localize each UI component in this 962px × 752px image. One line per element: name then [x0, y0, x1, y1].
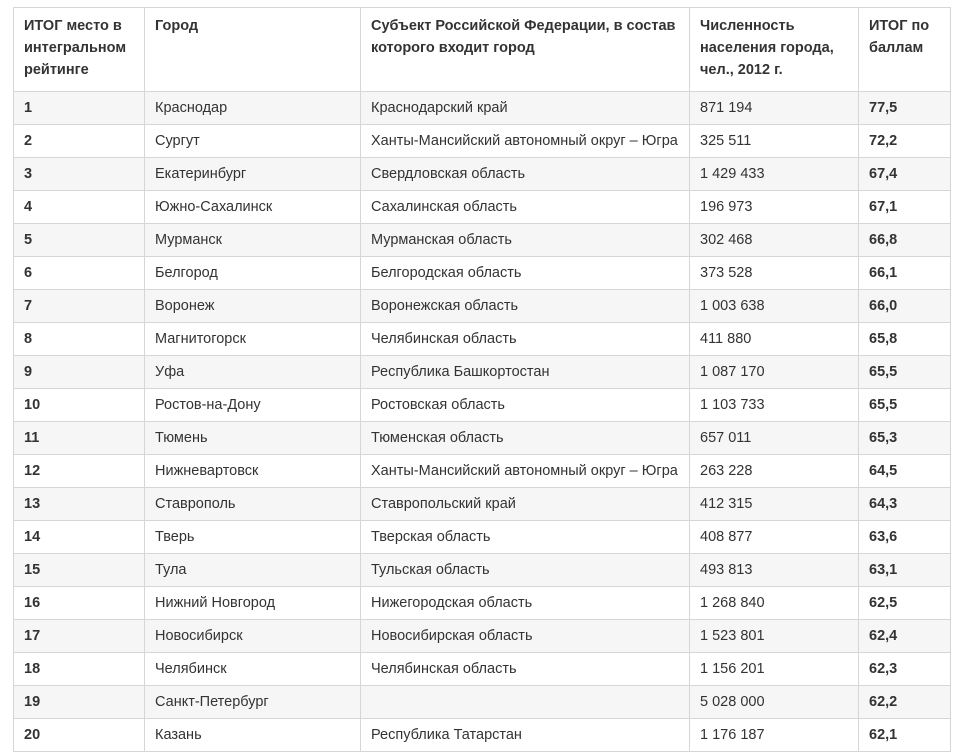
- cell-population: 657 011: [690, 422, 859, 455]
- cell-population: 196 973: [690, 191, 859, 224]
- table-row: [14, 719, 951, 752]
- cell-score: 65,5: [859, 389, 951, 422]
- cell-population: 412 315: [690, 488, 859, 521]
- cell-city: Казань: [145, 719, 361, 752]
- cell-region: Челябинская область: [361, 653, 690, 686]
- cell-region: Тульская область: [361, 554, 690, 587]
- cell-rank: 20: [14, 719, 145, 752]
- cell-score: 62,3: [859, 653, 951, 686]
- cell-region: Ханты-Мансийский автономный округ – Югра: [361, 455, 690, 488]
- table-row: [14, 356, 951, 389]
- cell-population: 871 194: [690, 92, 859, 125]
- cell-score: 66,1: [859, 257, 951, 290]
- cell-city: Сургут: [145, 125, 361, 158]
- cell-rank: 15: [14, 554, 145, 587]
- cell-city: Нижний Новгород: [145, 587, 361, 620]
- cell-city: Мурманск: [145, 224, 361, 257]
- cell-score: 62,5: [859, 587, 951, 620]
- cell-score: 63,6: [859, 521, 951, 554]
- cell-city: Тюмень: [145, 422, 361, 455]
- cell-score: 64,3: [859, 488, 951, 521]
- cell-rank: 10: [14, 389, 145, 422]
- cell-rank: 14: [14, 521, 145, 554]
- cell-city: Тула: [145, 554, 361, 587]
- cell-city: Краснодар: [145, 92, 361, 125]
- table-row: [14, 455, 951, 488]
- cell-city: Воронеж: [145, 290, 361, 323]
- cell-region: Мурманская область: [361, 224, 690, 257]
- cell-region: Нижегородская область: [361, 587, 690, 620]
- table-row: [14, 191, 951, 224]
- cell-city: Белгород: [145, 257, 361, 290]
- table-body: [14, 92, 951, 752]
- cell-score: 65,5: [859, 356, 951, 389]
- city-rating-table: [13, 7, 951, 752]
- cell-region: Тюменская область: [361, 422, 690, 455]
- cell-region: [361, 686, 690, 719]
- cell-population: 493 813: [690, 554, 859, 587]
- table-row: [14, 521, 951, 554]
- cell-region: Новосибирская область: [361, 620, 690, 653]
- cell-region: Ханты-Мансийский автономный округ – Югра: [361, 125, 690, 158]
- cell-population: 408 877: [690, 521, 859, 554]
- cell-city: Новосибирск: [145, 620, 361, 653]
- cell-region: Сахалинская область: [361, 191, 690, 224]
- cell-population: 373 528: [690, 257, 859, 290]
- cell-rank: 5: [14, 224, 145, 257]
- table-row: [14, 554, 951, 587]
- table-row: [14, 653, 951, 686]
- cell-score: 65,3: [859, 422, 951, 455]
- cell-rank: 17: [14, 620, 145, 653]
- cell-city: Екатеринбург: [145, 158, 361, 191]
- header-rank: ИТОГ место в интегральном рейтинге: [14, 8, 145, 92]
- header-city: Город: [145, 8, 361, 92]
- cell-population: 1 103 733: [690, 389, 859, 422]
- cell-region: Челябинская область: [361, 323, 690, 356]
- cell-region: Ставропольский край: [361, 488, 690, 521]
- cell-city: Санкт-Петербург: [145, 686, 361, 719]
- cell-score: 64,5: [859, 455, 951, 488]
- cell-population: 1 176 187: [690, 719, 859, 752]
- cell-city: Нижневартовск: [145, 455, 361, 488]
- cell-population: 1 268 840: [690, 587, 859, 620]
- cell-population: 411 880: [690, 323, 859, 356]
- header-row: [14, 8, 951, 92]
- cell-city: Тверь: [145, 521, 361, 554]
- cell-score: 66,8: [859, 224, 951, 257]
- cell-population: 1 429 433: [690, 158, 859, 191]
- table-row: [14, 92, 951, 125]
- table-row: [14, 158, 951, 191]
- cell-score: 62,2: [859, 686, 951, 719]
- cell-region: Республика Башкортостан: [361, 356, 690, 389]
- cell-score: 66,0: [859, 290, 951, 323]
- cell-rank: 9: [14, 356, 145, 389]
- cell-rank: 11: [14, 422, 145, 455]
- table-row: [14, 389, 951, 422]
- cell-rank: 7: [14, 290, 145, 323]
- cell-population: 1 523 801: [690, 620, 859, 653]
- cell-region: Белгородская область: [361, 257, 690, 290]
- cell-rank: 2: [14, 125, 145, 158]
- table-row: [14, 224, 951, 257]
- cell-city: Магнитогорск: [145, 323, 361, 356]
- table-row: [14, 488, 951, 521]
- header-population: Численность населения города, чел., 2012 г.: [690, 8, 859, 92]
- table-row: [14, 125, 951, 158]
- cell-score: 77,5: [859, 92, 951, 125]
- table-row: [14, 290, 951, 323]
- cell-score: 67,1: [859, 191, 951, 224]
- cell-score: 67,4: [859, 158, 951, 191]
- cell-score: 63,1: [859, 554, 951, 587]
- cell-city: Челябинск: [145, 653, 361, 686]
- cell-region: Воронежская область: [361, 290, 690, 323]
- cell-rank: 3: [14, 158, 145, 191]
- cell-region: Тверская область: [361, 521, 690, 554]
- cell-city: Уфа: [145, 356, 361, 389]
- cell-population: 325 511: [690, 125, 859, 158]
- cell-region: Свердловская область: [361, 158, 690, 191]
- cell-population: 1 087 170: [690, 356, 859, 389]
- cell-city: Ростов-на-Дону: [145, 389, 361, 422]
- cell-city: Южно-Сахалинск: [145, 191, 361, 224]
- cell-score: 65,8: [859, 323, 951, 356]
- table-row: [14, 323, 951, 356]
- cell-rank: 1: [14, 92, 145, 125]
- cell-region: Краснодарский край: [361, 92, 690, 125]
- cell-rank: 4: [14, 191, 145, 224]
- header-score: ИТОГ по баллам: [859, 8, 951, 92]
- cell-population: 302 468: [690, 224, 859, 257]
- table-row: [14, 422, 951, 455]
- cell-score: 62,4: [859, 620, 951, 653]
- cell-population: 1 156 201: [690, 653, 859, 686]
- cell-rank: 6: [14, 257, 145, 290]
- table-row: [14, 257, 951, 290]
- cell-rank: 12: [14, 455, 145, 488]
- cell-population: 5 028 000: [690, 686, 859, 719]
- cell-region: Ростовская область: [361, 389, 690, 422]
- cell-rank: 13: [14, 488, 145, 521]
- cell-rank: 16: [14, 587, 145, 620]
- cell-population: 1 003 638: [690, 290, 859, 323]
- cell-rank: 8: [14, 323, 145, 356]
- cell-population: 263 228: [690, 455, 859, 488]
- table-row: [14, 620, 951, 653]
- cell-score: 62,1: [859, 719, 951, 752]
- table-header: [14, 8, 951, 92]
- cell-rank: 18: [14, 653, 145, 686]
- table-row: [14, 587, 951, 620]
- table-row: [14, 686, 951, 719]
- cell-region: Республика Татарстан: [361, 719, 690, 752]
- cell-rank: 19: [14, 686, 145, 719]
- cell-city: Ставрополь: [145, 488, 361, 521]
- header-region: Субъект Российской Федерации, в состав которого входит город: [361, 8, 690, 92]
- cell-score: 72,2: [859, 125, 951, 158]
